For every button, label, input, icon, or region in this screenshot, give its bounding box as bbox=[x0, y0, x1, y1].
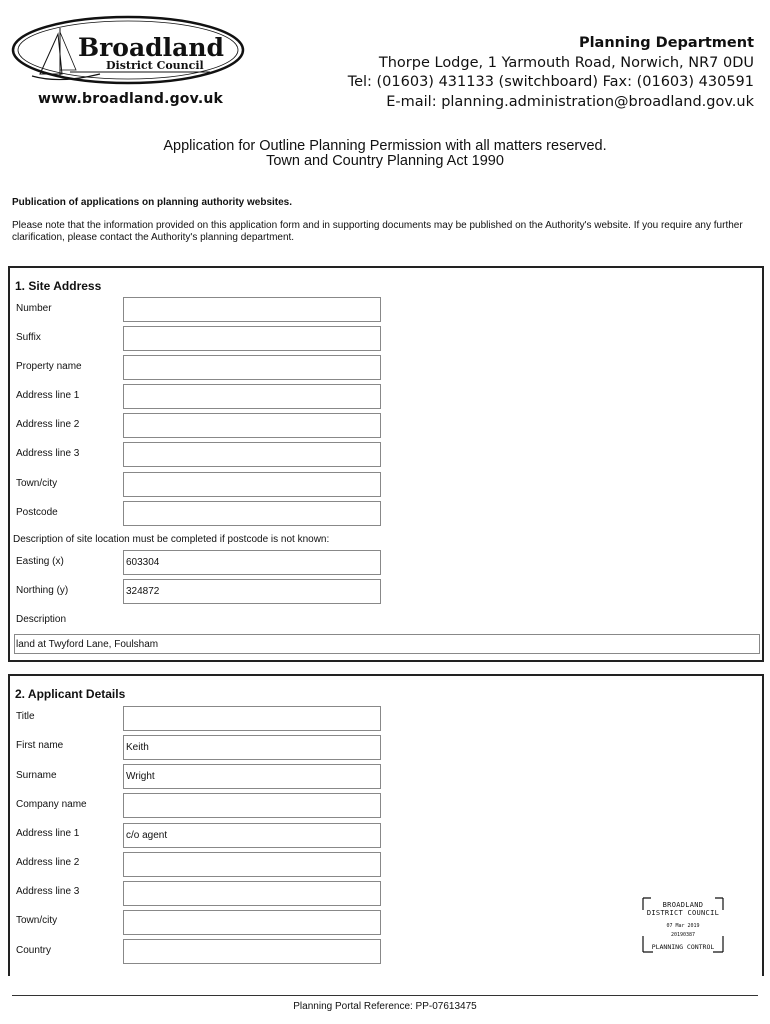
stamp-border bbox=[641, 896, 725, 954]
title-field[interactable] bbox=[123, 706, 381, 731]
publication-note: Please note that the information provided on this application form and in supporting documents may be published on the Authority's website. If you require any further clarification, please contact the Authority's planning department. bbox=[12, 220, 743, 243]
town-city-field[interactable] bbox=[123, 910, 381, 935]
department-contact-block bbox=[348, 34, 754, 112]
field-label: Address line 1 bbox=[16, 828, 80, 839]
svg-text:District Council: District Council bbox=[106, 59, 204, 72]
field-label: Postcode bbox=[16, 507, 58, 518]
field-label: Northing (y) bbox=[16, 585, 69, 596]
footer-divider bbox=[12, 995, 758, 996]
stamp-dept: PLANNING CONTROL bbox=[651, 943, 715, 951]
form-title: Application for Outline Planning Permission with all matters reserved. bbox=[163, 138, 607, 154]
portal-reference: Planning Portal Reference: PP-07613475 bbox=[293, 1001, 477, 1012]
address-line-3-field[interactable] bbox=[123, 881, 381, 906]
section-title: 1. Site Address bbox=[15, 279, 102, 293]
stamp-date: 07 Mar 2019 bbox=[666, 923, 700, 929]
postcode-field[interactable] bbox=[123, 501, 381, 526]
stamp-ref: 20190387 bbox=[670, 932, 696, 938]
field-label: Town/city bbox=[16, 915, 58, 926]
section-title: 2. Applicant Details bbox=[15, 687, 126, 701]
easting-field[interactable]: 603304 bbox=[123, 550, 381, 575]
first-name-field[interactable]: Keith bbox=[123, 735, 381, 760]
address-line-3-field[interactable] bbox=[123, 442, 381, 467]
stamp-line-2: DISTRICT COUNCIL bbox=[646, 909, 720, 917]
department-email: E-mail: planning.administration@broadland.gov.uk bbox=[386, 93, 754, 110]
address-line-1-field[interactable]: c/o agent bbox=[123, 823, 381, 848]
field-label: Easting (x) bbox=[16, 556, 64, 567]
field-label: Country bbox=[16, 945, 52, 956]
field-label: Address line 3 bbox=[16, 448, 80, 459]
form-subtitle: Town and Country Planning Act 1990 bbox=[266, 153, 504, 169]
description-field[interactable]: land at Twyford Lane, Foulsham bbox=[14, 634, 760, 654]
field-label: Address line 3 bbox=[16, 886, 80, 897]
field-label: Number bbox=[16, 303, 52, 314]
field-label: Address line 2 bbox=[16, 857, 80, 868]
company-name-field[interactable] bbox=[123, 793, 381, 818]
field-label: Property name bbox=[16, 361, 82, 372]
received-stamp bbox=[641, 896, 725, 954]
field-label: Title bbox=[16, 711, 35, 722]
number-field[interactable] bbox=[123, 297, 381, 322]
department-name: Planning Department bbox=[578, 35, 754, 51]
field-label: Company name bbox=[16, 799, 87, 810]
northing-field[interactable]: 324872 bbox=[123, 579, 381, 604]
publication-heading: Publication of applications on planning authority websites. bbox=[12, 197, 293, 208]
department-address: Thorpe Lodge, 1 Yarmouth Road, Norwich, NR7 0DU bbox=[378, 54, 754, 71]
svg-text:Broadland: Broadland bbox=[78, 33, 225, 62]
department-phone: Tel: (01603) 431133 (switchboard) Fax: (01603) 430591 bbox=[347, 74, 754, 90]
field-label: Surname bbox=[16, 770, 57, 781]
stamp-line-1: BROADLAND bbox=[662, 901, 704, 909]
town-city-field[interactable] bbox=[123, 472, 381, 497]
broadland-logo bbox=[10, 14, 246, 94]
field-label: First name bbox=[16, 740, 64, 751]
field-label: Town/city bbox=[16, 478, 58, 489]
field-label: Description bbox=[16, 614, 67, 625]
location-note: Description of site location must be completed if postcode is not known: bbox=[13, 534, 330, 545]
property-name-field[interactable] bbox=[123, 355, 381, 380]
address-line-1-field[interactable] bbox=[123, 384, 381, 409]
field-label: Address line 1 bbox=[16, 390, 80, 401]
address-line-2-field[interactable] bbox=[123, 413, 381, 438]
country-field[interactable] bbox=[123, 939, 381, 964]
field-label: Address line 2 bbox=[16, 419, 80, 430]
surname-field[interactable]: Wright bbox=[123, 764, 381, 789]
address-line-2-field[interactable] bbox=[123, 852, 381, 877]
field-label: Suffix bbox=[16, 332, 41, 343]
website-url[interactable]: www.broadland.gov.uk bbox=[38, 91, 224, 107]
site-address-section bbox=[8, 266, 764, 662]
suffix-field[interactable] bbox=[123, 326, 381, 351]
